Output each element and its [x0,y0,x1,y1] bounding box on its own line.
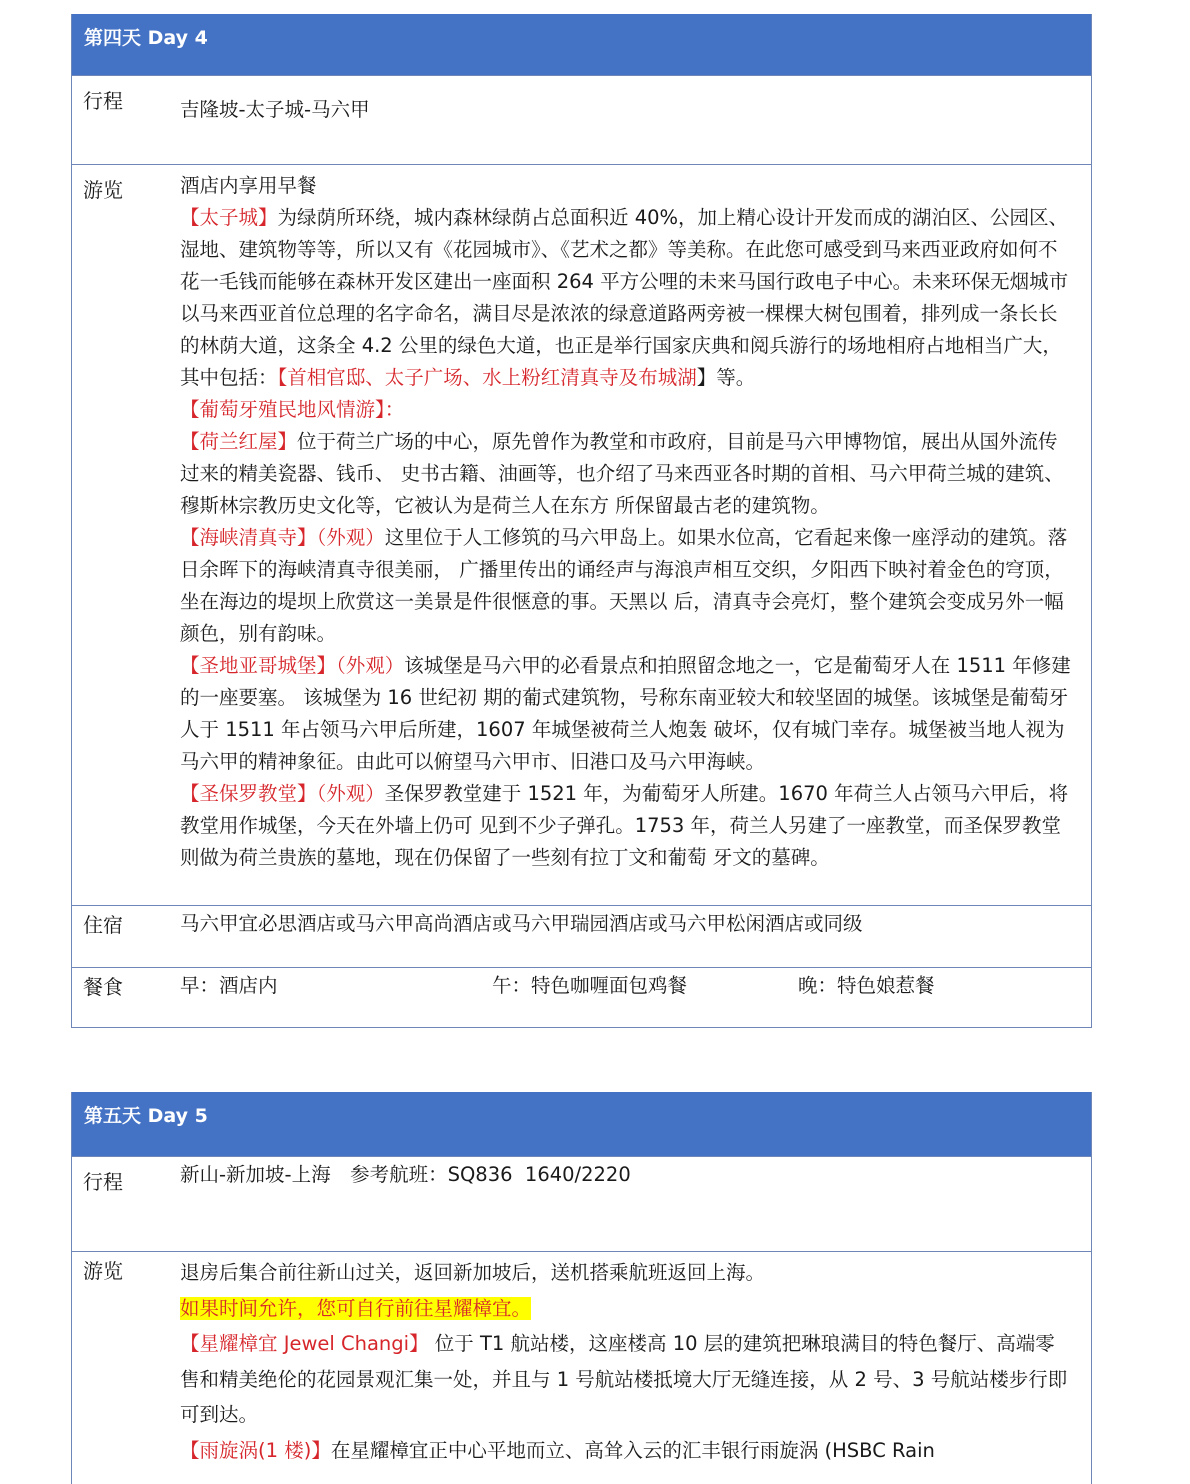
day5-line1: 退房后集合前往新山过关，返回新加坡后，送机搭乘航班返回上海。 [180,1261,766,1284]
straits-mosque-text: 这里位于人工修筑的马六甲岛上。如果水位高，它看起来像一座浮动的建筑。落日余晖下的海峡清真寺很美丽， 广播里传出的诵经声与海浪声相互交织，夕阳西下映衬着金色的穹顶，坐在海边的堤坝上欣赏这一美景是件很惬意的事。天黑以 后，清真寺会亮灯，整个建筑会变成另外一幅颜色，别有韵味。 [180,526,1068,645]
putrajaya-end: 】等。 [696,366,756,389]
st-paul-title: 【圣保罗教堂】（外观） [180,782,385,805]
putrajaya-title: 【太子城】 [180,206,278,229]
day5-card [71,1092,1092,1484]
day4-meals-breakfast: 早：酒店内 [180,974,278,997]
day4-tour-label: 游览 [83,178,123,202]
day5-tour-label: 游览 [83,1259,123,1283]
day5-highlight-paragraph [180,1291,1071,1327]
day5-highlight: 如果时间允许，您可自行前往星耀樟宜。 [180,1296,532,1320]
day5-itinerary-label: 行程 [83,1170,123,1194]
a-famosa-title: 【圣地亚哥城堡】（外观） [180,654,405,677]
day5-header: 第五天 Day 5 [72,1092,1091,1156]
putrajaya-highlight: 【首相官邸、太子广场、水上粉红清真寺及布城湖 [277,366,697,389]
day4-tour-row [72,164,1091,905]
day4-meals-lunch: 午：特色咖喱面包鸡餐 [492,974,688,997]
day5-paragraph-jewel [180,1326,1071,1433]
day4-meals-row [72,967,1091,1027]
day4-lodging-text: 马六甲宜必思酒店或马六甲高尚酒店或马六甲瑞园酒店或马六甲松闲酒店或同级 [180,912,863,935]
red-house-text: 位于荷兰广场的中心，原先曾作为教堂和市政府，目前是马六甲博物馆，展出从国外流传过来的精美瓷器、钱币、 史书古籍、油画等，也介绍了马来西亚各时期的首相、马六甲荷兰城的建筑、穆斯林宗教历史文化等，它被认为是荷兰人在东方 所保留最古老的建筑物。 [180,430,1064,517]
jewel-title: 【星耀樟宜 Jewel Changi】 [180,1332,429,1355]
day4-paragraph-st-paul [180,778,1071,874]
day5-tour-content [180,1255,1071,1468]
portuguese-tour-title: 【葡萄牙殖民地风情游】： [180,398,405,421]
day4-paragraph-a-famosa [180,650,1071,778]
jewel-text: 位于 T1 航站楼，这座楼高 10 层的建筑把琳琅满目的特色餐厅、高端零售和精美绝伦的花园景观汇集一处，并且与 1 号航站楼抵境大厅无缝连接，从 2 号、3 号航站楼步行即可到达。 [180,1332,1068,1426]
day5-itinerary-text: 新山-新加坡-上海 参考航班：SQ836 1640/2220 [180,1163,631,1186]
rain-vortex-title: 【雨旋涡(1 楼)】 [180,1438,331,1462]
red-house-title: 【荷兰红屋】 [180,430,298,453]
putrajaya-text: 为绿荫所环绕，城内森林绿荫占总面积近 40%，加上精心设计开发而成的湖泊区、公园区、湿地、建筑物等等，所以又有《花园城市》、《艺术之都》等美称。在此您可感受到马来西亚政府如何不花一毛钱而能够在森林开发区建出一座面积 264 平方公哩的未来马国行政电子中心。未来环保无烟城市以马来西亚首位总理的名字命名，满目尽是浓浓的绿意道路两旁被一棵棵大树包围着，排列成一条长长的林荫大道，这条全 4.2 公里的绿色大道，也正是举行国家庆典和阅兵游行的场地相府占地相当广大，其中包括： [180,206,1069,389]
rain-vortex-text: 在星耀樟宜正中心平地而立、高耸入云的汇丰银行雨旋涡 (HSBC Rain [330,1438,935,1462]
day5-tour-row [72,1251,1091,1483]
day4-header: 第四天 Day 4 [72,14,1091,75]
day4-lodging-label: 住宿 [83,913,123,937]
day4-meals-label: 餐食 [83,975,123,999]
day4-paragraph-straits-mosque [180,522,1071,650]
day5-itinerary-row [72,1156,1091,1251]
a-famosa-text: 该城堡是马六甲的必看景点和拍照留念地之一，它是葡萄牙人在 1511 年修建的一座要塞。 该城堡为 16 世纪初 期的葡式建筑物，号称东南亚较大和较坚固的城堡。该城堡是葡萄牙人于 1511 年占领马六甲后所建，1607 年城堡被荷兰人炮轰 破坏，仅有城门幸存。城堡被当地人视为马六甲的精神象征。由此可以俯望马六甲市、旧港口及马六甲海峡。 [180,654,1071,773]
day5-paragraph-rain-vortex [180,1433,1071,1469]
straits-mosque-title: 【海峡清真寺】（外观） [180,526,385,549]
day4-itinerary-row [72,75,1091,164]
day4-meals-dinner: 晚：特色娘惹餐 [798,974,935,997]
st-paul-text: 圣保罗教堂建于 1521 年，为葡萄牙人所建。1670 年荷兰人占领马六甲后，将教堂用作城堡，今天在外墙上仍可 见到不少子弹孔。1753 年，荷兰人另建了一座教堂，而圣保罗教堂则做为荷兰贵族的墓地，现在仍保留了一些刻有拉丁文和葡萄 牙文的墓碑。 [180,782,1069,869]
day4-itinerary-label: 行程 [83,89,123,113]
day4-paragraph-red-house [180,426,1071,522]
day4-lodging-row [72,905,1091,967]
day4-breakfast-line: 酒店内享用早餐 [180,174,317,197]
day4-card [71,14,1092,1028]
day4-tour-content [180,170,1071,874]
day4-paragraph-putrajaya [180,202,1071,394]
day4-itinerary-text: 吉隆坡-太子城-马六甲 [180,98,370,121]
